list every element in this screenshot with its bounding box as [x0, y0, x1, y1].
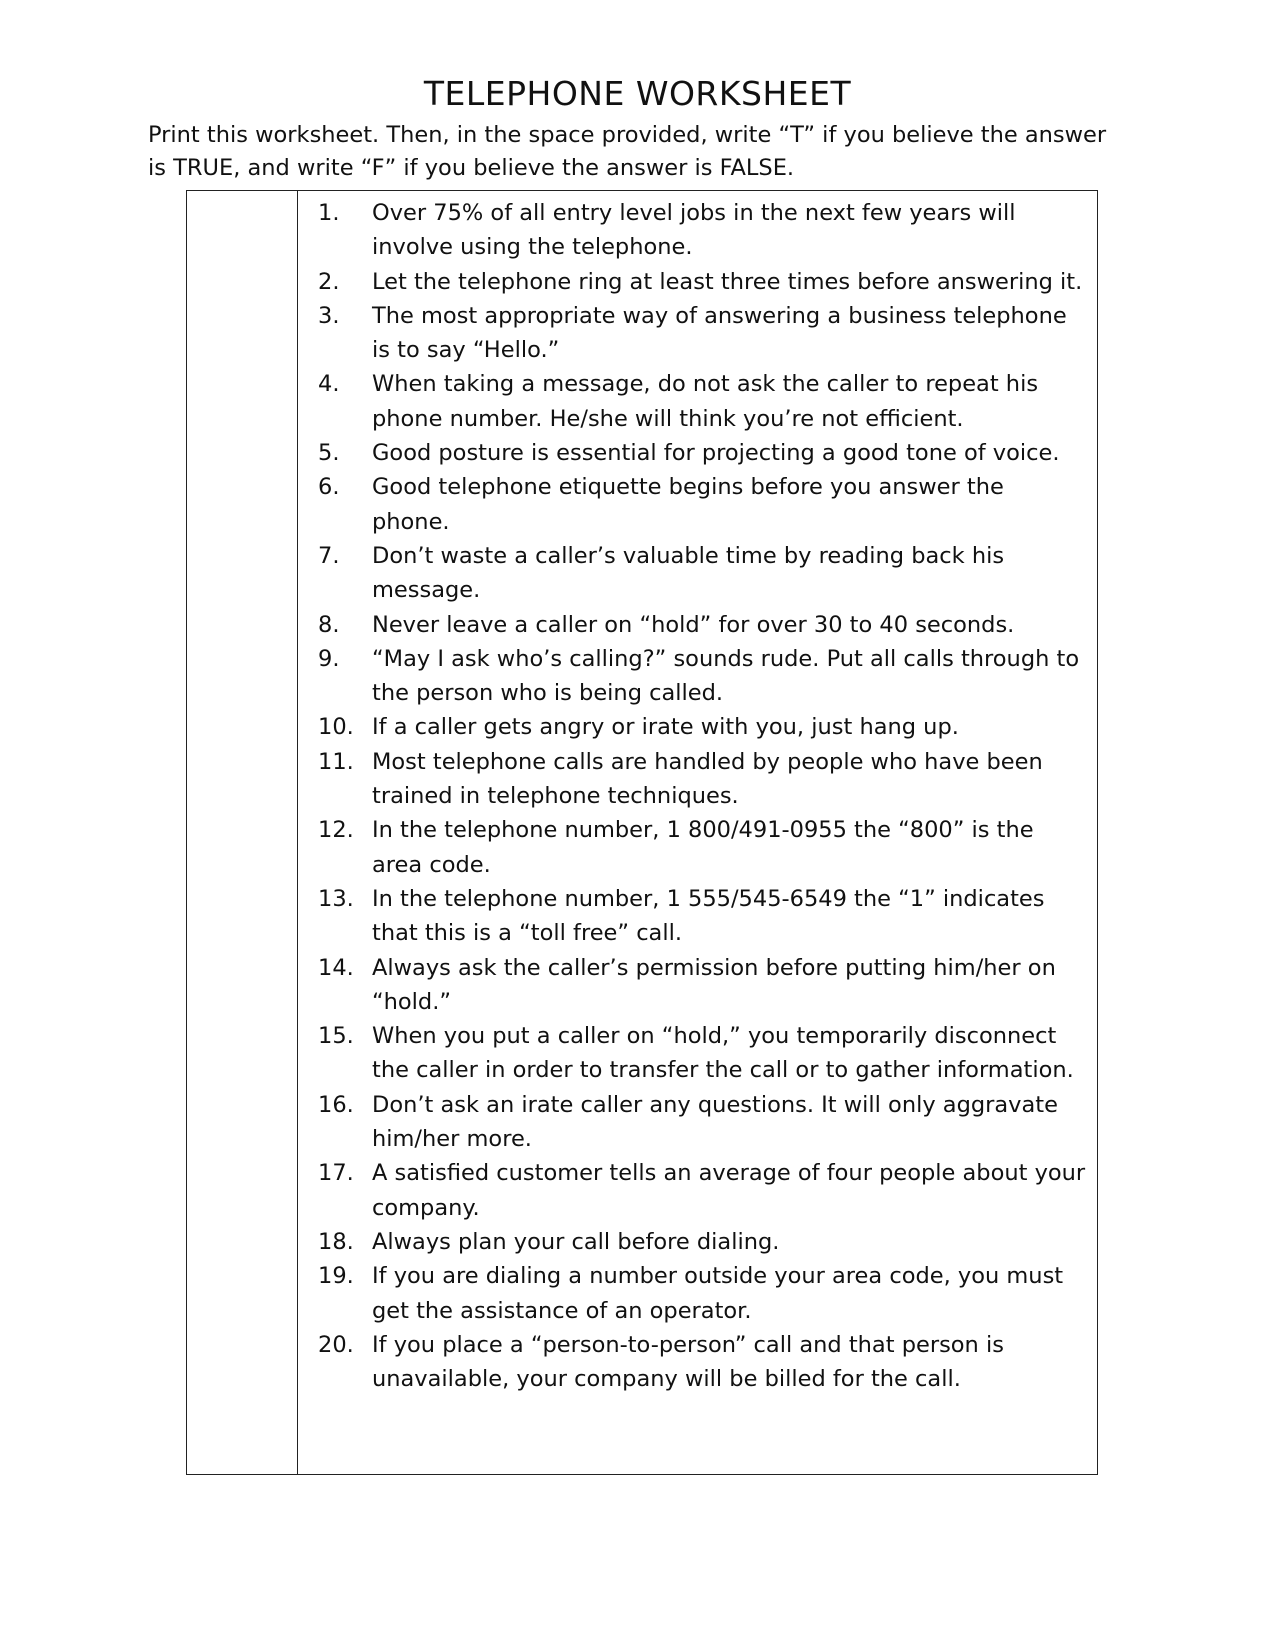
question-item — [308, 951, 1088, 1020]
instructions-text: Print this worksheet. Then, in the space provided, write “T” if you believe the answer is TRUE, and write “F” if you believe the answer is FALSE. — [148, 122, 1107, 181]
question-item — [308, 196, 1088, 265]
question-item — [308, 1225, 1088, 1259]
question-item — [308, 813, 1088, 882]
question-item — [308, 436, 1088, 470]
question-number: 12. — [318, 817, 354, 844]
question-item — [308, 1019, 1088, 1088]
question-item — [308, 367, 1088, 436]
question-number: 1. — [318, 200, 340, 226]
question-text: Don’t waste a caller’s valuable time by reading back his message. — [372, 542, 1005, 604]
question-number: 10. — [318, 714, 354, 741]
question-text: In the telephone number, 1 555/545-6549 the “1” indicates that this is a “toll free” call. — [372, 885, 1045, 947]
question-number: 18. — [318, 1228, 354, 1255]
question-text: “May I ask who’s calling?” sounds rude. Put all calls through to the person who is being called. — [372, 645, 1080, 707]
question-number: 3. — [318, 302, 340, 329]
question-text: If you are dialing a number outside your area code, you must get the assistance of an operator. — [372, 1263, 1064, 1324]
question-text: Let the telephone ring at least three times before answering it. — [372, 268, 1083, 295]
page-title: TELEPHONE WORKSHEET — [423, 74, 852, 113]
question-text: Don’t ask an irate caller any questions. It will only aggravate him/her more. — [372, 1091, 1058, 1153]
question-item — [308, 1259, 1088, 1328]
question-item — [308, 882, 1088, 951]
question-text: Never leave a caller on “hold” for over 30 to 40 seconds. — [372, 611, 1015, 638]
question-number: 5. — [318, 440, 340, 467]
question-number: 7. — [318, 542, 340, 569]
question-text: When taking a message, do not ask the caller to repeat his phone number. He/she will think you’re not efficient. — [372, 371, 1039, 432]
question-text: If a caller gets angry or irate with you, just hang up. — [372, 714, 959, 741]
question-number: 19. — [318, 1263, 354, 1290]
question-number: 11. — [318, 748, 354, 775]
question-text: Always plan your call before dialing. — [372, 1228, 780, 1255]
question-text: The most appropriate way of answering a business telephone is to say “Hello.” — [372, 302, 1067, 364]
question-item — [308, 1328, 1088, 1397]
question-text: In the telephone number, 1 800/491-0955 the “800” is the area code. — [372, 817, 1034, 878]
question-number: 15. — [318, 1023, 354, 1050]
question-item — [308, 265, 1088, 299]
question-item — [308, 539, 1088, 608]
question-item — [308, 1156, 1088, 1225]
question-text: Over 75% of all entry level jobs in the next few years will involve using the telephone. — [372, 200, 1016, 261]
question-item — [308, 470, 1088, 539]
answer-column[interactable] — [187, 191, 298, 1474]
question-item — [308, 642, 1088, 711]
question-text: A satisfied customer tells an average of four people about your company. — [372, 1160, 1086, 1221]
question-item — [308, 710, 1088, 744]
question-item — [308, 1088, 1088, 1157]
question-number: 2. — [318, 268, 340, 295]
question-number: 6. — [318, 474, 340, 501]
question-number: 14. — [318, 954, 354, 981]
question-text: Good telephone etiquette begins before you answer the phone. — [372, 474, 1004, 535]
question-number: 8. — [318, 611, 340, 638]
question-text: Always ask the caller’s permission before putting him/her on “hold.” — [372, 954, 1056, 1015]
worksheet-table — [186, 190, 1098, 1475]
question-item — [308, 299, 1088, 368]
question-text: Good posture is essential for projecting a good tone of voice. — [372, 440, 1060, 467]
question-number: 4. — [318, 371, 340, 398]
question-item — [308, 745, 1088, 814]
question-number: 16. — [318, 1091, 354, 1118]
question-item — [308, 608, 1088, 642]
question-number: 17. — [318, 1160, 354, 1187]
question-list — [308, 196, 1088, 1396]
question-number: 20. — [318, 1331, 354, 1358]
question-number: 13. — [318, 885, 354, 912]
question-number: 9. — [318, 645, 340, 672]
question-text: When you put a caller on “hold,” you temporarily disconnect the caller in order to transfer the call or to gather information. — [372, 1023, 1074, 1084]
question-text: If you place a “person-to-person” call and that person is unavailable, your company will be billed for the call. — [372, 1331, 1004, 1393]
question-text: Most telephone calls are handled by people who have been trained in telephone techniques. — [372, 748, 1043, 810]
